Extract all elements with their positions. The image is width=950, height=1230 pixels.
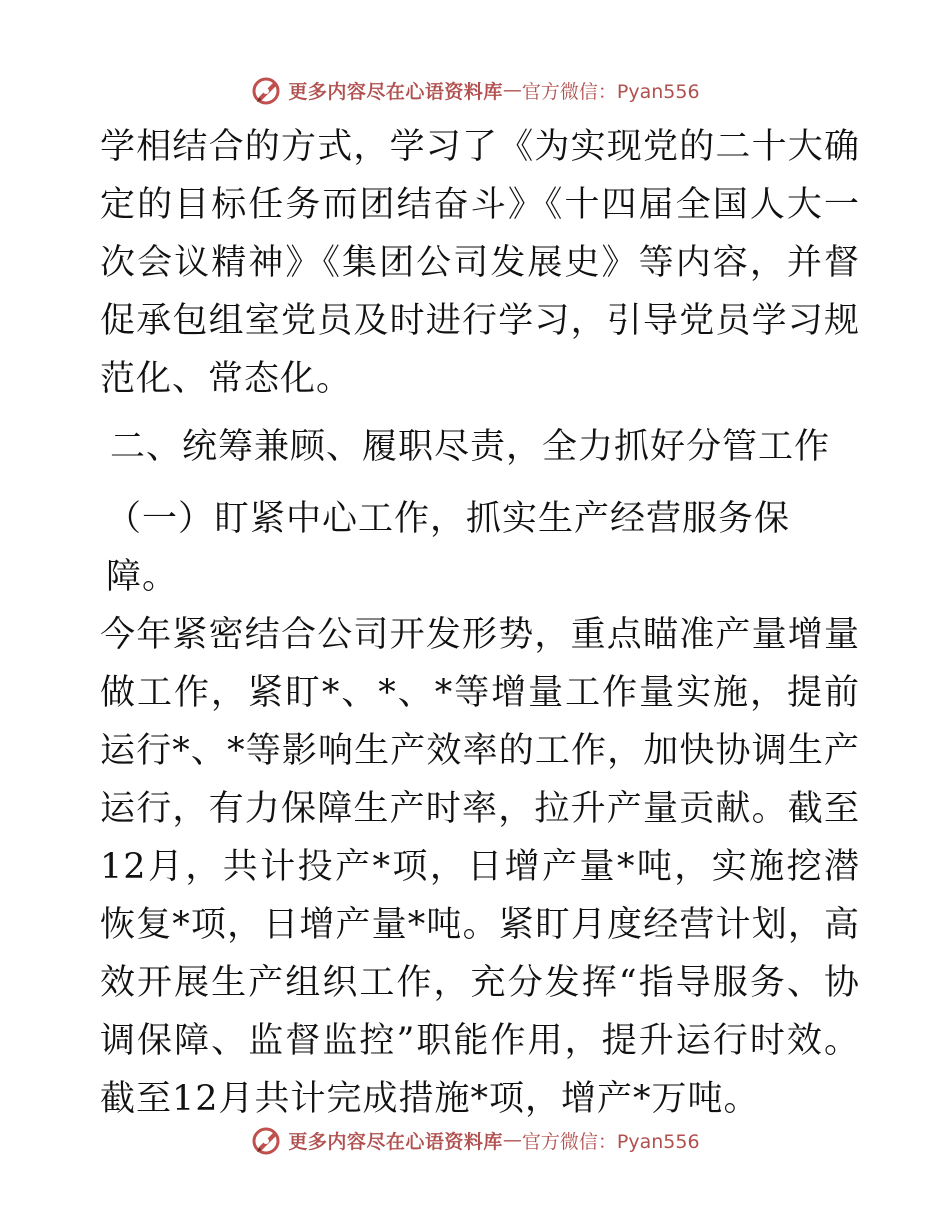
paragraph-2: 今年紧密结合公司开发形势，重点瞄准产量增量做工作，紧盯*、*、*等增量工作量实施，提前运行*、*等影响生产效率的工作，加快协调生产运行，有力保障生产时率，拉升产量贡献。截至12月，共计投产*项，日增产量*吨，实施挖潜恢复*项，日增产量*吨。紧盯月度经营计划，高效开展生产组织工作，充分发挥“指导服务、协调保障、监督监控”职能作用，提升运行时效。截至12月共计完成措施*项，增产*万吨。 [100,615,860,1119]
watermark-separator: — [502,79,522,101]
watermark-separator: — [502,1129,522,1151]
red-pen-logo-icon [250,73,284,107]
document-body [100,118,860,1128]
header-watermark-banner [0,70,950,110]
paragraph-1: 学相结合的方式，学习了《为实现党的二十大确定的目标任务而团结奋斗》《十四届全国人大一次会议精神》《集团公司发展史》等内容，并督促承包组室党员及时进行学习，引导党员学习规范化、常态化。 [100,127,860,399]
watermark-site-text: 更多内容尽在心语资料库 [288,80,503,103]
subsection-heading-2-1: （一）盯紧中心工作，抓实生产经营服务保障。 [106,499,791,597]
section-heading-2: 二、统筹兼顾、履职尽责，全力抓好分管工作 [110,427,831,467]
watermark-contact: 官方微信：Pyan556 [521,1130,700,1153]
watermark-contact: 官方微信：Pyan556 [521,80,700,103]
watermark-site-text: 更多内容尽在心语资料库 [288,1130,503,1153]
red-pen-logo-icon [250,1123,284,1157]
footer-watermark-banner [0,1120,950,1160]
